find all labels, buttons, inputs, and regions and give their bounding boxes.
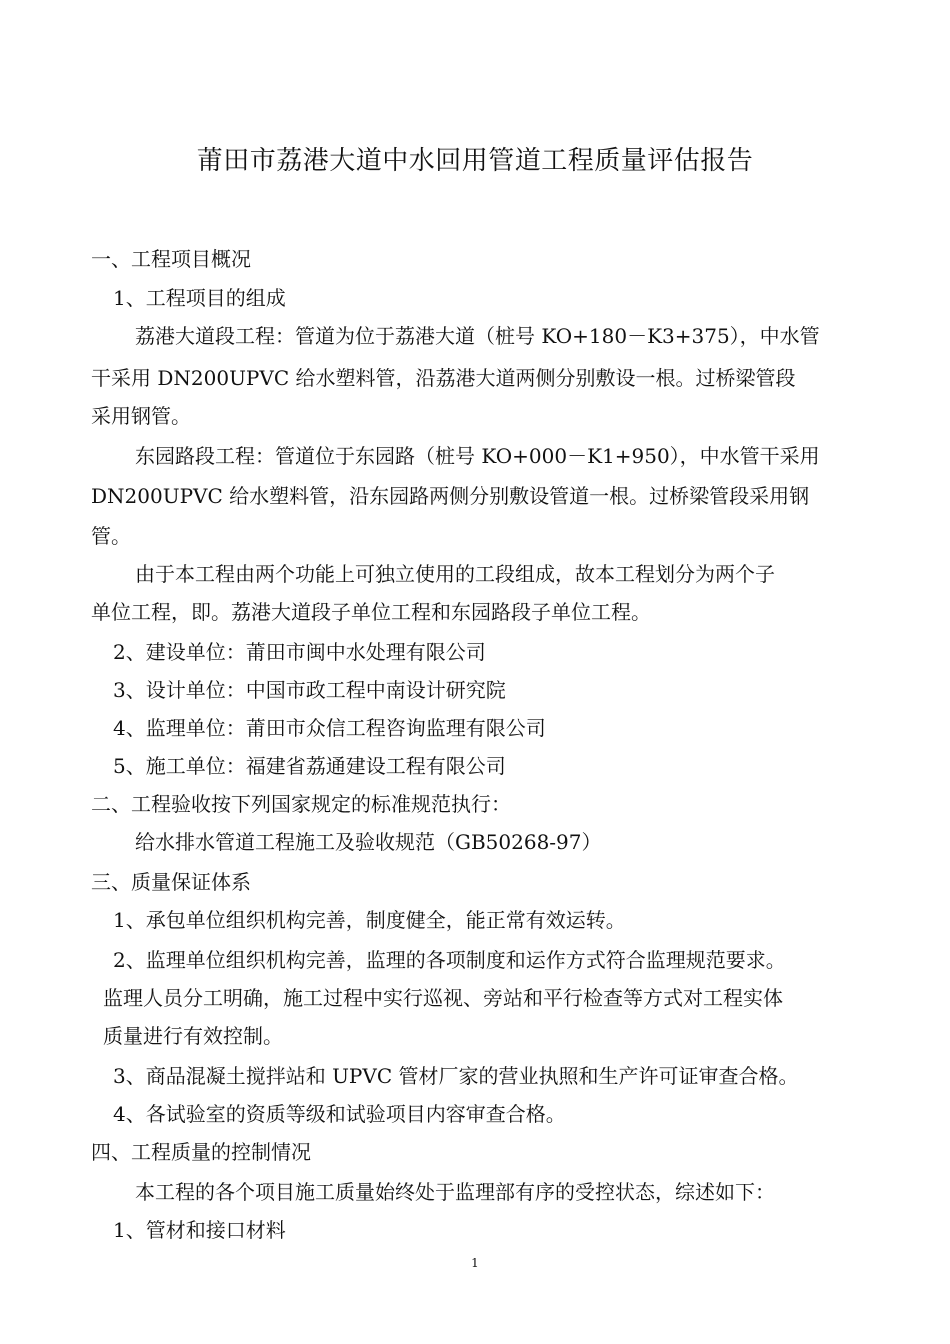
section-heading-4: 四、工程质量的控制情况	[91, 1140, 311, 1164]
paragraph-line: 监理人员分工明确，施工过程中实行巡视、旁站和平行检查等方式对工程实体	[103, 986, 783, 1010]
paragraph-line: 东园路段工程：管道位于东园路（桩号 KO+000－K1+950），中水管干采用	[135, 444, 820, 468]
list-item: 3、设计单位：中国市政工程中南设计研究院	[113, 678, 506, 702]
list-item: 2、建设单位：莆田市闽中水处理有限公司	[113, 640, 486, 664]
standard-reference: 给水排水管道工程施工及验收规范（GB50268-97）	[135, 830, 602, 854]
list-item: 5、施工单位：福建省荔通建设工程有限公司	[113, 754, 506, 778]
list-item: 4、监理单位：莆田市众信工程咨询监理有限公司	[113, 716, 546, 740]
paragraph-line: 干采用 DN200UPVC 给水塑料管，沿荔港大道两侧分别敷设一根。过桥梁管段	[91, 366, 796, 390]
list-item: 2、监理单位组织机构完善，监理的各项制度和运作方式符合监理规范要求。	[113, 948, 786, 972]
list-item: 3、商品混凝土搅拌站和 UPVC 管材厂家的营业执照和生产许可证审查合格。	[113, 1064, 799, 1088]
page-number: 1	[471, 1256, 479, 1270]
subsection-heading: 1、工程项目的组成	[113, 286, 286, 310]
list-item: 1、管材和接口材料	[113, 1218, 286, 1242]
section-heading-3: 三、质量保证体系	[91, 870, 251, 894]
paragraph-line: 单位工程，即。荔港大道段子单位工程和东园路段子单位工程。	[91, 600, 651, 624]
paragraph-line: 管。	[91, 524, 131, 548]
paragraph-line: 本工程的各个项目施工质量始终处于监理部有序的受控状态，综述如下：	[135, 1180, 775, 1204]
document-title: 莆田市荔港大道中水回用管道工程质量评估报告	[196, 146, 754, 176]
list-item: 1、承包单位组织机构完善，制度健全，能正常有效运转。	[113, 908, 626, 932]
section-heading-2: 二、工程验收按下列国家规定的标准规范执行：	[91, 792, 511, 816]
paragraph-line: 由于本工程由两个功能上可独立使用的工段组成，故本工程划分为两个子	[135, 562, 775, 586]
paragraph-line: 荔港大道段工程：管道为位于荔港大道（桩号 KO+180－K3+375），中水管	[135, 324, 820, 348]
paragraph-line: 采用钢管。	[91, 404, 191, 428]
paragraph-line: DN200UPVC 给水塑料管，沿东园路两侧分别敷设管道一根。过桥梁管段采用钢	[91, 484, 810, 508]
list-item: 4、各试验室的资质等级和试验项目内容审查合格。	[113, 1102, 566, 1126]
section-heading-1: 一、工程项目概况	[91, 247, 251, 271]
paragraph-line: 质量进行有效控制。	[103, 1024, 283, 1048]
